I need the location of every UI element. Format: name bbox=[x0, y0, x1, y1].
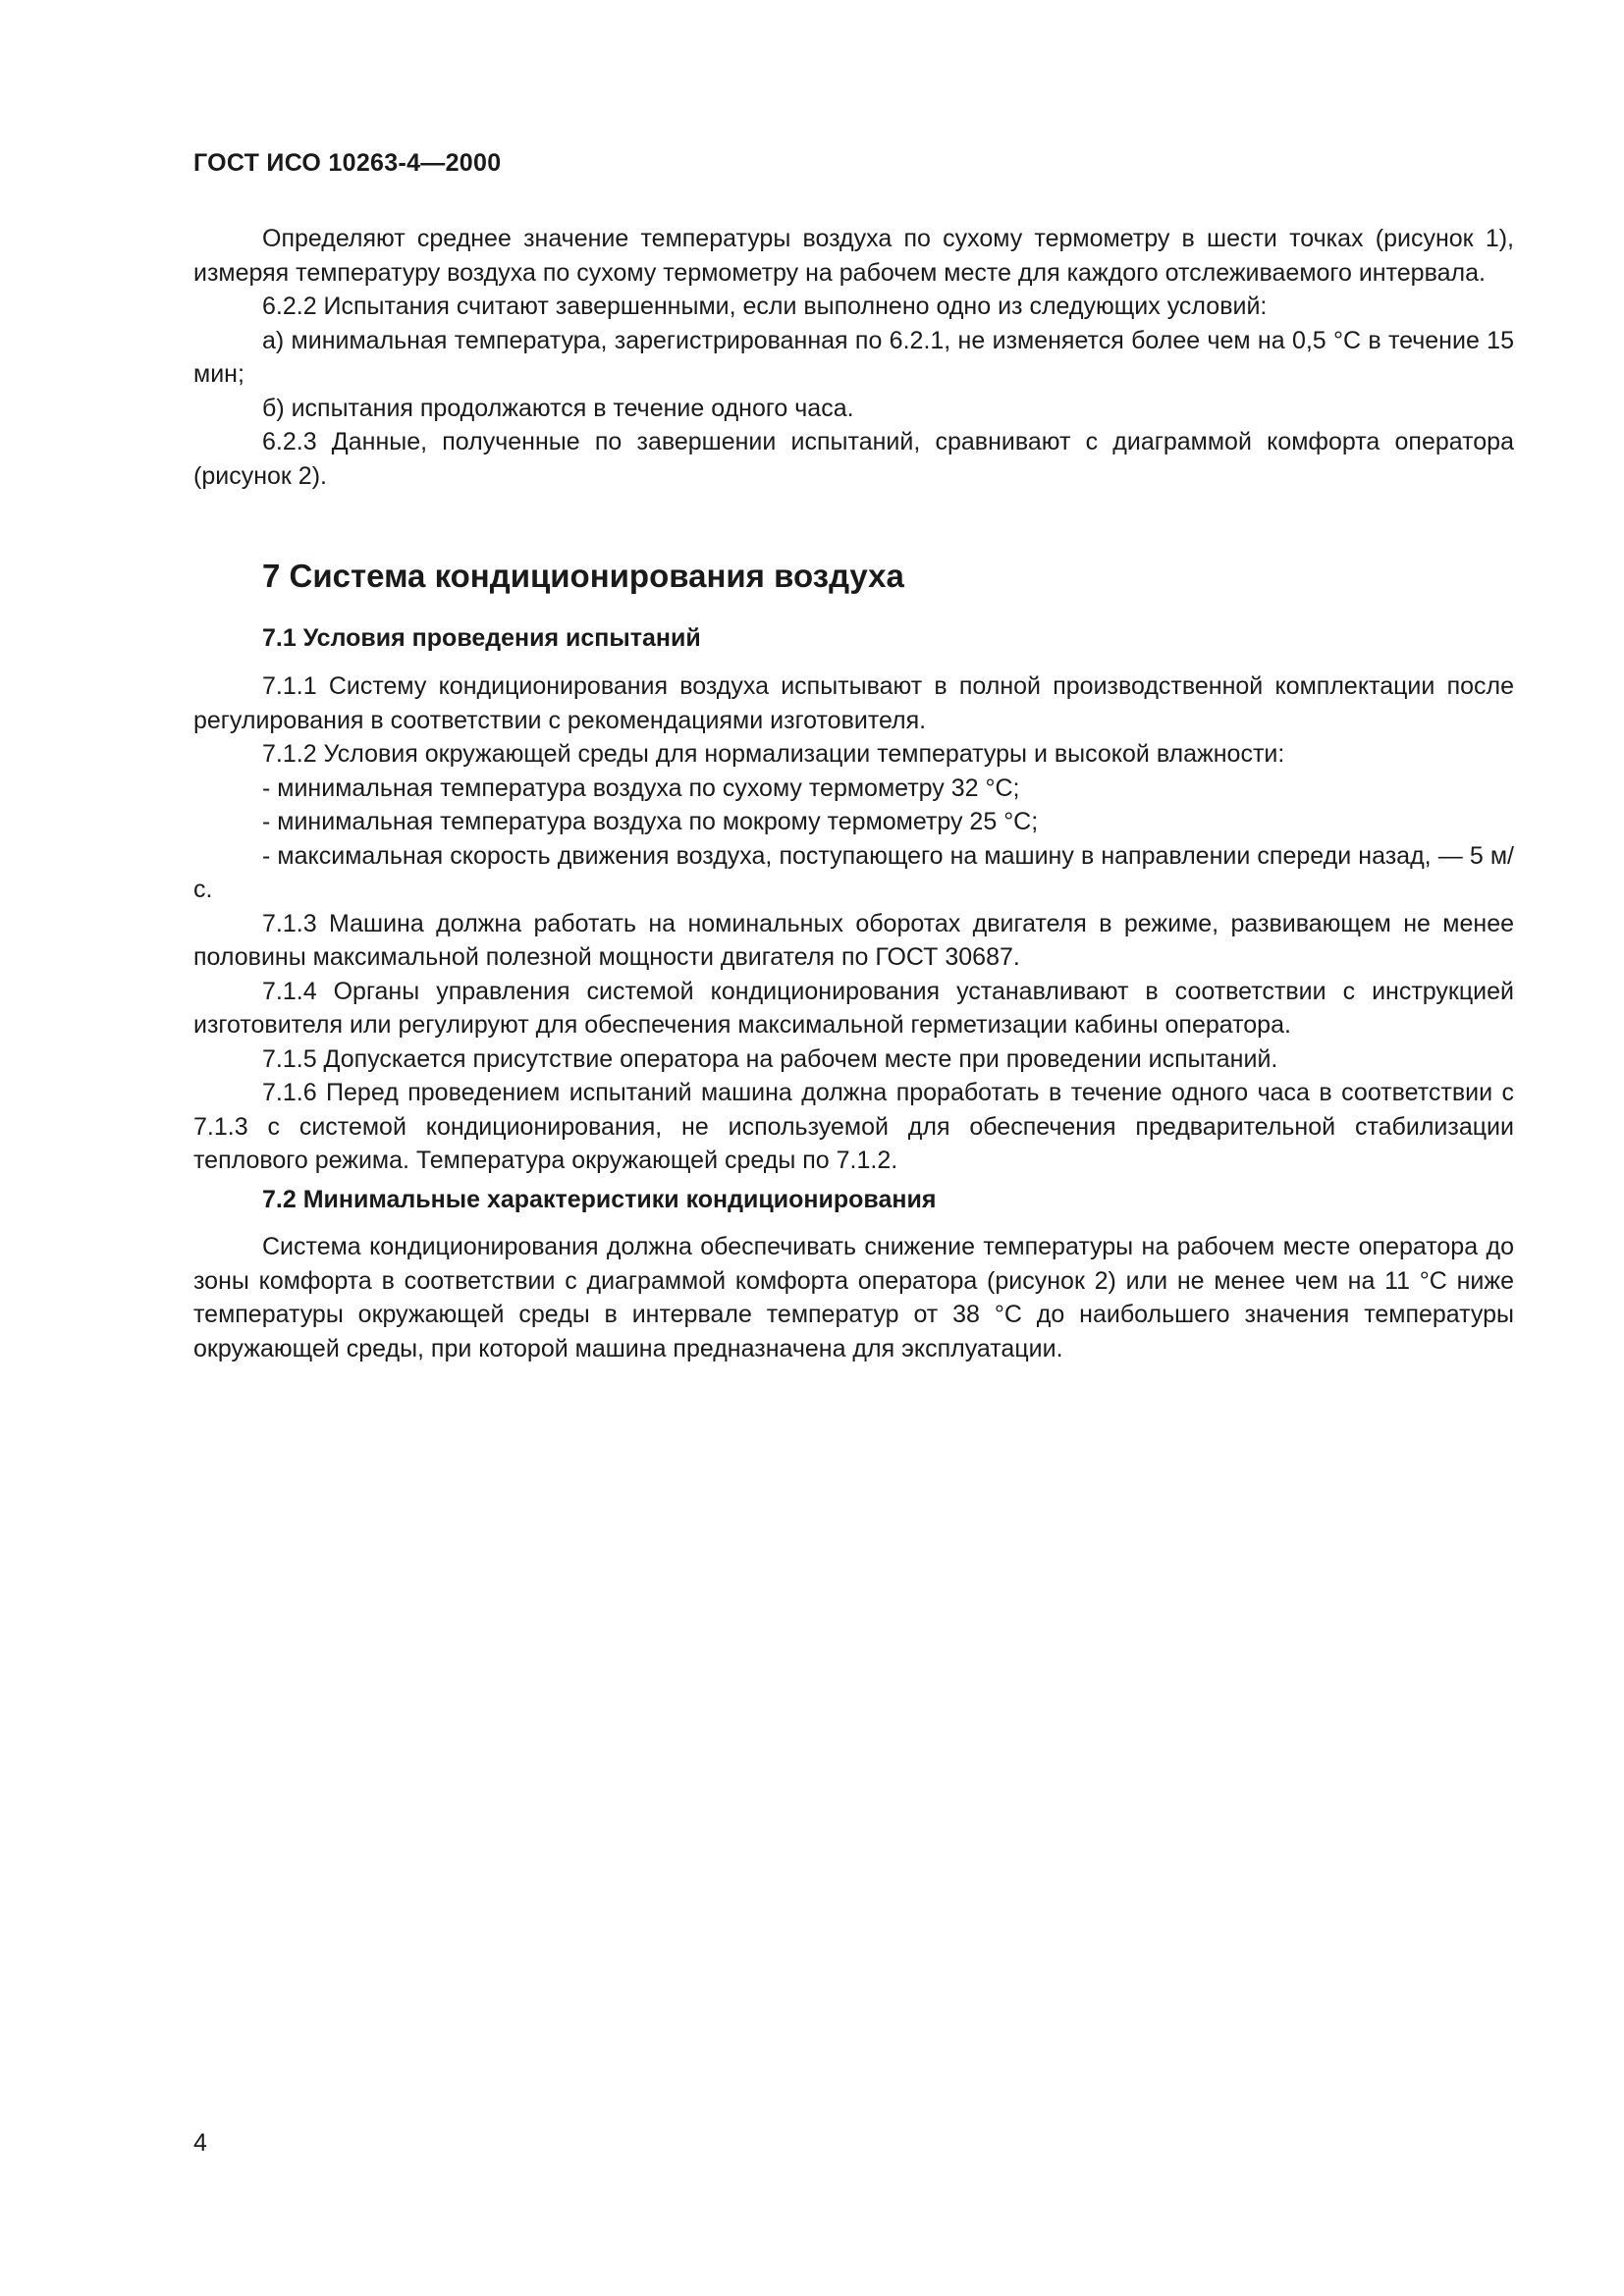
subsection-block bbox=[193, 669, 1514, 1178]
paragraph: 6.2.2 Испытания считают завершенными, если выполнено одно из следующих условий: bbox=[262, 293, 1268, 320]
paragraph: б) испытания продолжаются в течение одного часа. bbox=[262, 394, 854, 422]
subsection-title: 7.2 Минимальные характеристики кондиционирования bbox=[262, 1186, 937, 1213]
list-item: - минимальная температура воздуха по сухому термометру 32 °С; bbox=[262, 774, 1020, 802]
list-item: - максимальная скорость движения воздуха, поступающего на машину в направлении спереди назад, — 5 м/с. bbox=[193, 841, 1514, 903]
paragraph: Система кондиционирования должна обеспечивать снижение температуры на рабочем месте оператора до зоны комфорта в соответствии с диаграммой комфорта оператора (рисунок 2) или не менее чем на 11 °С ниже температуры окружающей среды в интервале температур от 38 °С до наибольшего значения температуры окружающей среды, при которой машина предназначена для эксплуатации. bbox=[193, 1233, 1514, 1362]
paragraph: 6.2.3 Данные, полученные по завершении испытаний, сравнивают с диаграммой комфорта оператора (рисунок 2). bbox=[193, 428, 1514, 490]
subsection-title: 7.1 Условия проведения испытаний bbox=[262, 624, 701, 652]
paragraph: 7.1.1 Систему кондиционирования воздуха испытывают в полной производственной комплектации после регулирования в соответствии с рекомендациями изготовителя. bbox=[193, 672, 1514, 734]
section-title: 7 Система кондиционирования воздуха bbox=[262, 558, 904, 594]
subsection-block bbox=[193, 1230, 1514, 1365]
page-number: 4 bbox=[193, 2129, 207, 2157]
paragraph: 7.1.5 Допускается присутствие оператора на рабочем месте при проведении испытаний. bbox=[262, 1044, 1278, 1073]
paragraph: 7.1.4 Органы управления системой кондиционирования устанавливают в соответствии с инструкцией изготовителя или регулируют для обеспечения максимальной герметизации кабины оператора. bbox=[193, 977, 1514, 1039]
intro-block bbox=[193, 222, 1514, 493]
list-item: - минимальная температура воздуха по мокрому термометру 25 °С; bbox=[262, 808, 1039, 835]
paragraph: 7.1.6 Перед проведением испытаний машина должна проработать в течение одного часа в соответствии с 7.1.3 с системой кондиционирования, не используемой для обеспечения предварительной стабилизации теплового режима. Температура окружающей среды по 7.1.2. bbox=[193, 1079, 1514, 1174]
paragraph: 7.1.3 Машина должна работать на номинальных оборотах двигателя в режиме, развивающем не менее половины максимальной полезной мощности двигателя по ГОСТ 30687. bbox=[193, 909, 1514, 971]
paragraph: Определяют среднее значение температуры воздуха по сухому термометру в шести точках (рисунок 1), измеряя температуру воздуха по сухому термометру на рабочем месте для каждого отслеживаемого интервала. bbox=[193, 225, 1514, 287]
paragraph: а) минимальная температура, зарегистрированная по 6.2.1, не изменяется более чем на 0,5 °С в течение 15 мин; bbox=[193, 326, 1514, 388]
document-header: ГОСТ ИСО 10263-4—2000 bbox=[193, 149, 502, 177]
paragraph: 7.1.2 Условия окружающей среды для нормализации температуры и высокой влажности: bbox=[262, 740, 1285, 768]
